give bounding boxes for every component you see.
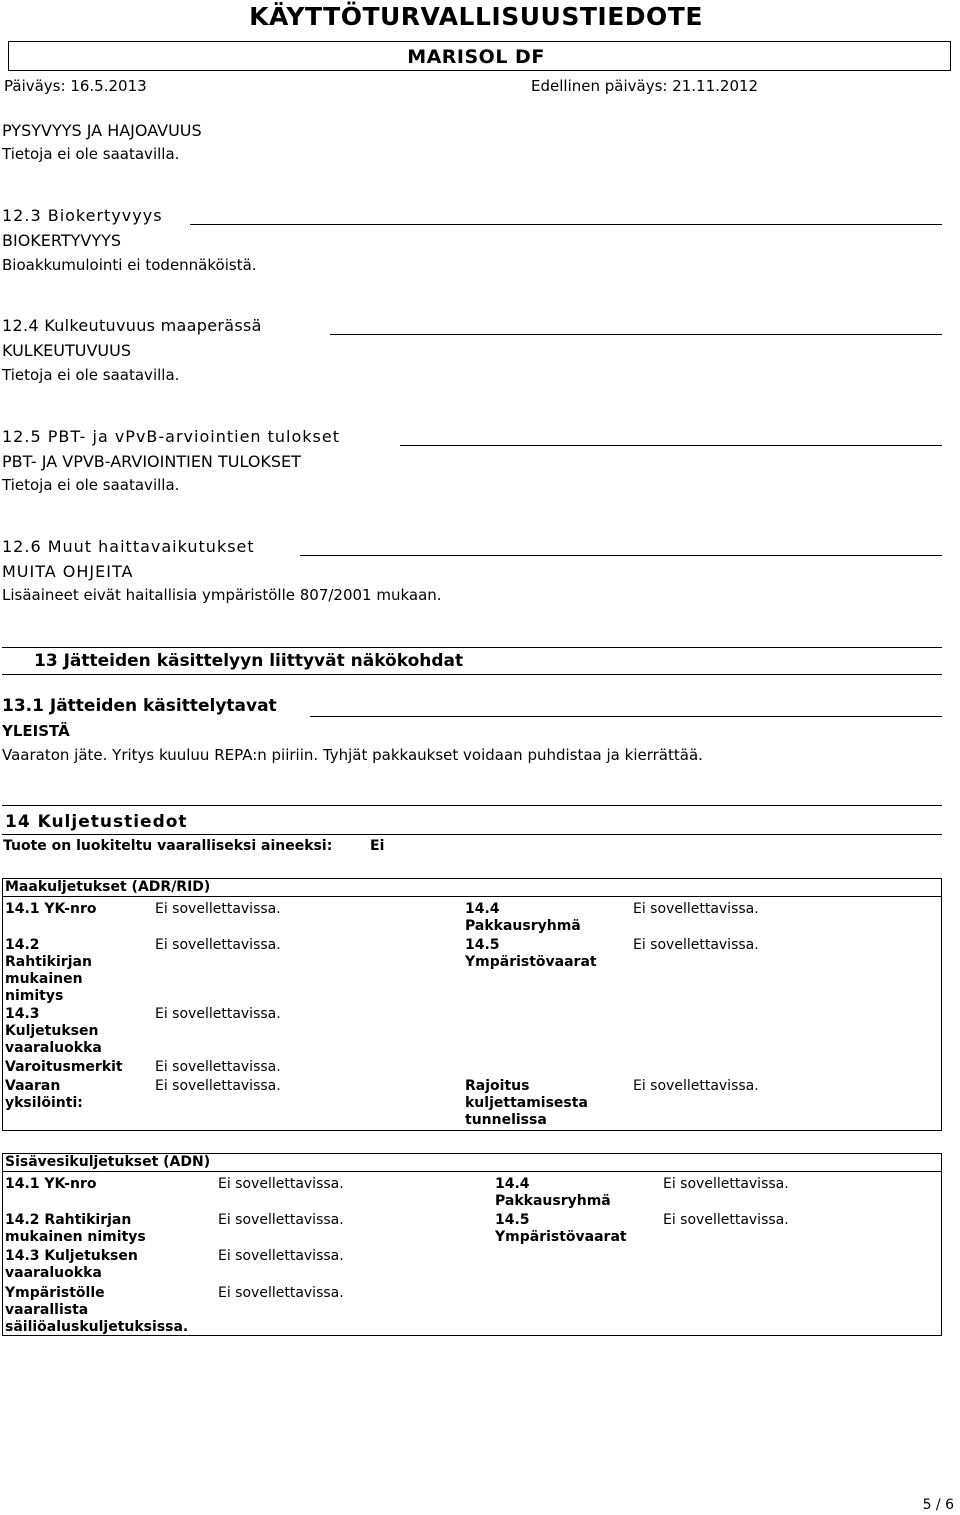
adn-shipping-name-value: Ei sovellettavissa. (218, 1212, 344, 1228)
dangerous-goods-label: Tuote on luokiteltu vaaralliseksi aineeksi: (3, 838, 333, 854)
date: Päiväys: 16.5.2013 (4, 77, 147, 95)
page-number: 5 / 6 (922, 1497, 954, 1513)
section-12-3-rule (190, 224, 942, 225)
adn-env-hazards-value: Ei sovellettavissa. (663, 1212, 789, 1228)
previous-date: Edellinen päiväys: 21.11.2012 (531, 77, 759, 95)
adn-env-tanker-label-3: säiliöaluskuljetuksissa. (5, 1319, 189, 1335)
section-13-1-rule (310, 716, 942, 717)
section-14-bottom-rule (2, 834, 942, 835)
adr-hazard-class-label-2: vaaraluokka (5, 1040, 102, 1056)
persistence-text: Tietoja ei ole saatavilla. (2, 145, 180, 163)
section-12-6-rule (300, 555, 942, 556)
adr-packing-group-label: Pakkausryhmä (465, 918, 581, 934)
adn-hazard-class-value: Ei sovellettavissa. (218, 1248, 344, 1264)
pbt-heading: PBT- JA VPVB-ARVIOINTIEN TULOKSET (2, 452, 301, 471)
document-title: KÄYTTÖTURVALLISUUSTIEDOTE (249, 2, 703, 31)
adn-hazard-class-label-1: 14.3 Kuljetuksen (5, 1248, 138, 1264)
bioaccumulation-text: Bioakkumulointi ei todennäköistä. (2, 256, 257, 274)
adn-table-title: Sisävesikuljetukset (ADN) (5, 1154, 211, 1170)
other-instructions-heading: MUITA OHJEITA (2, 562, 134, 581)
adr-hazard-id-label-2: yksilöinti: (5, 1095, 83, 1111)
section-14-top-rule (2, 805, 942, 806)
adr-shipping-name-label-3: nimitys (5, 988, 64, 1004)
adn-un-number-value: Ei sovellettavissa. (218, 1176, 344, 1192)
section-12-3-title: 12.3 Biokertyvyys (2, 206, 163, 225)
section-12-4-rule (330, 334, 942, 335)
section-13-bottom-rule (2, 674, 942, 675)
mobility-heading: KULKEUTUVUUS (2, 341, 132, 360)
adr-hazard-id-label-1: Vaaran (5, 1078, 61, 1094)
adr-hazard-class-label-num: 14.3 (5, 1006, 40, 1022)
adr-shipping-name-label-num: 14.2 (5, 937, 40, 953)
adn-shipping-name-label-1: 14.2 Rahtikirjan (5, 1212, 132, 1228)
adn-env-hazards-label: Ympäristövaarat (495, 1229, 627, 1245)
adr-labels-label: Varoitusmerkit (5, 1059, 123, 1075)
adn-un-number-label: 14.1 YK-nro (5, 1176, 97, 1192)
section-12-6-title: 12.6 Muut haittavaikutukset (2, 537, 255, 556)
adr-shipping-name-label-2: mukainen (5, 971, 83, 987)
general-heading: YLEISTÄ (2, 722, 70, 740)
dangerous-goods-value: Ei (370, 838, 385, 854)
mobility-text: Tietoja ei ole saatavilla. (2, 366, 180, 384)
section-14-title: 14 Kuljetustiedot (5, 812, 188, 832)
adn-env-hazards-label-num: 14.5 (495, 1212, 530, 1228)
section-12-4-title: 12.4 Kulkeutuvuus maaperässä (2, 316, 262, 335)
adr-un-number-value: Ei sovellettavissa. (155, 901, 281, 917)
adn-packing-group-label-num: 14.4 (495, 1176, 530, 1192)
adr-un-number-label: 14.1 YK-nro (5, 901, 97, 917)
adn-packing-group-value: Ei sovellettavissa. (663, 1176, 789, 1192)
adr-shipping-name-value: Ei sovellettavissa. (155, 937, 281, 953)
section-12-5-title: 12.5 PBT- ja vPvB-arviointien tulokset (2, 427, 340, 446)
adn-env-tanker-label-1: Ympäristölle (5, 1285, 105, 1301)
adr-tunnel-label-2: kuljettamisesta (465, 1095, 588, 1111)
adr-tunnel-label-1: Rajoitus (465, 1078, 530, 1094)
other-instructions-text: Lisäaineet eivät haitallisia ympäristölle 807/2001 mukaan. (2, 586, 442, 604)
waste-text: Vaaraton jäte. Yritys kuuluu REPA:n piiriin. Tyhjät pakkaukset voidaan puhdistaa ja kierrättää. (2, 746, 703, 764)
adr-labels-value: Ei sovellettavissa. (155, 1059, 281, 1075)
adr-env-hazards-label: Ympäristövaarat (465, 954, 597, 970)
adr-shipping-name-label-1: Rahtikirjan (5, 954, 92, 970)
pbt-text: Tietoja ei ole saatavilla. (2, 476, 180, 494)
adr-packing-group-value: Ei sovellettavissa. (633, 901, 759, 917)
adr-hazard-class-value: Ei sovellettavissa. (155, 1006, 281, 1022)
adn-env-tanker-label-2: vaarallista (5, 1302, 89, 1318)
adr-table-title: Maakuljetukset (ADR/RID) (5, 879, 211, 895)
adr-env-hazards-label-num: 14.5 (465, 937, 500, 953)
adr-hazard-class-label-1: Kuljetuksen (5, 1023, 99, 1039)
adn-env-tanker-value: Ei sovellettavissa. (218, 1285, 344, 1301)
bioaccumulation-heading: BIOKERTYVYYS (2, 231, 122, 250)
persistence-heading: PYSYVYYS JA HAJOAVUUS (2, 121, 202, 140)
adn-hazard-class-label-2: vaaraluokka (5, 1265, 102, 1281)
adr-tunnel-value: Ei sovellettavissa. (633, 1078, 759, 1094)
adn-packing-group-label: Pakkausryhmä (495, 1193, 611, 1209)
adn-shipping-name-label-2: mukainen nimitys (5, 1229, 146, 1245)
adr-hazard-id-value: Ei sovellettavissa. (155, 1078, 281, 1094)
adr-tunnel-label-3: tunnelissa (465, 1112, 547, 1128)
section-13-title: 13 Jätteiden käsittelyyn liittyvät näkökohdat (34, 651, 464, 671)
adr-env-hazards-value: Ei sovellettavissa. (633, 937, 759, 953)
product-name: MARISOL DF (407, 46, 545, 68)
section-12-5-rule (400, 445, 942, 446)
adr-packing-group-label-num: 14.4 (465, 901, 500, 917)
section-13-1-title: 13.1 Jätteiden käsittelytavat (2, 696, 277, 716)
section-13-top-rule (2, 647, 942, 648)
